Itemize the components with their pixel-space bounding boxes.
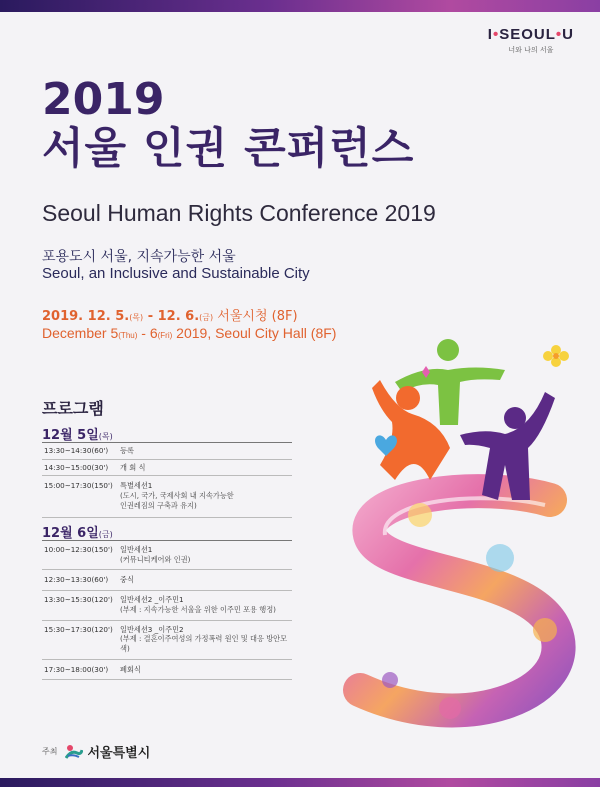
logo-dot: • [492, 26, 500, 43]
host-credit: 주최 서울특별시 [42, 742, 150, 761]
schedule-row: 13:30~15:30(120') 일반세션2 _이주민1 (부제 : 지속가능한 서울을 위한 이주민 포용 행정) [42, 591, 292, 620]
schedule-row: 15:00~17:30(150') 특별세션1 (도시, 국가, 국제사회 내 지속가능한 인권레짐의 구축과 유지) [42, 476, 292, 517]
theme-english: Seoul, an Inclusive and Sustainable City [42, 265, 310, 282]
logo-text-u: U [562, 26, 574, 43]
program-title: 프로그램 [42, 399, 104, 418]
theme-korean: 포용도시 서울, 지속가능한 서울 [42, 249, 236, 265]
schedule-row: 10:00~12:30(150') 일반세션1 (커뮤니티케어와 인권) [42, 541, 292, 570]
day1-schedule [42, 442, 292, 518]
day2-schedule [42, 540, 292, 680]
title-year: 2019 [42, 74, 165, 125]
date-english: December 5(Thu) - 6(Fri) 2019, Seoul City Hall (8F) [42, 325, 337, 341]
day2-heading: 12월 6일(금) [42, 526, 113, 541]
title-english: Seoul Human Rights Conference 2019 [42, 200, 436, 226]
seoul-city-emblem-icon [65, 744, 83, 760]
orange-figure [372, 380, 450, 480]
schedule-row: 13:30~14:30(60') 등록 [42, 443, 292, 460]
schedule-row: 15:30~17:30(120') 일반세션3 _이주민2 (부제 : 결혼이주여성의 가정폭력 원인 및 대응 방안모색) [42, 621, 292, 660]
logo-tagline: 너와 나의 서울 [508, 46, 554, 54]
bottom-color-band [0, 778, 600, 787]
schedule-row: 17:30~18:00(30') 폐회식 [42, 660, 292, 681]
i-seoul-u-logo [488, 26, 574, 55]
day1-heading: 12월 5일(목) [42, 428, 113, 443]
date-korean: 2019. 12. 5.(목) - 12. 6.(금) 서울시청 (8F) [42, 309, 298, 324]
logo-text-seoul: SEOUL [499, 26, 556, 43]
schedule-row: 14:30~15:00(30') 개 회 식 [42, 460, 292, 477]
title-korean: 서울 인권 콘퍼런스 [42, 124, 415, 174]
yellow-flower-icon [543, 345, 569, 367]
green-figure [395, 339, 505, 425]
inclusive-city-illustration [300, 330, 600, 770]
logo-dot: • [555, 26, 563, 43]
logo-text-i: I [487, 26, 493, 43]
top-color-band [0, 0, 600, 12]
schedule-row: 12:30~13:30(60') 중식 [42, 570, 292, 591]
